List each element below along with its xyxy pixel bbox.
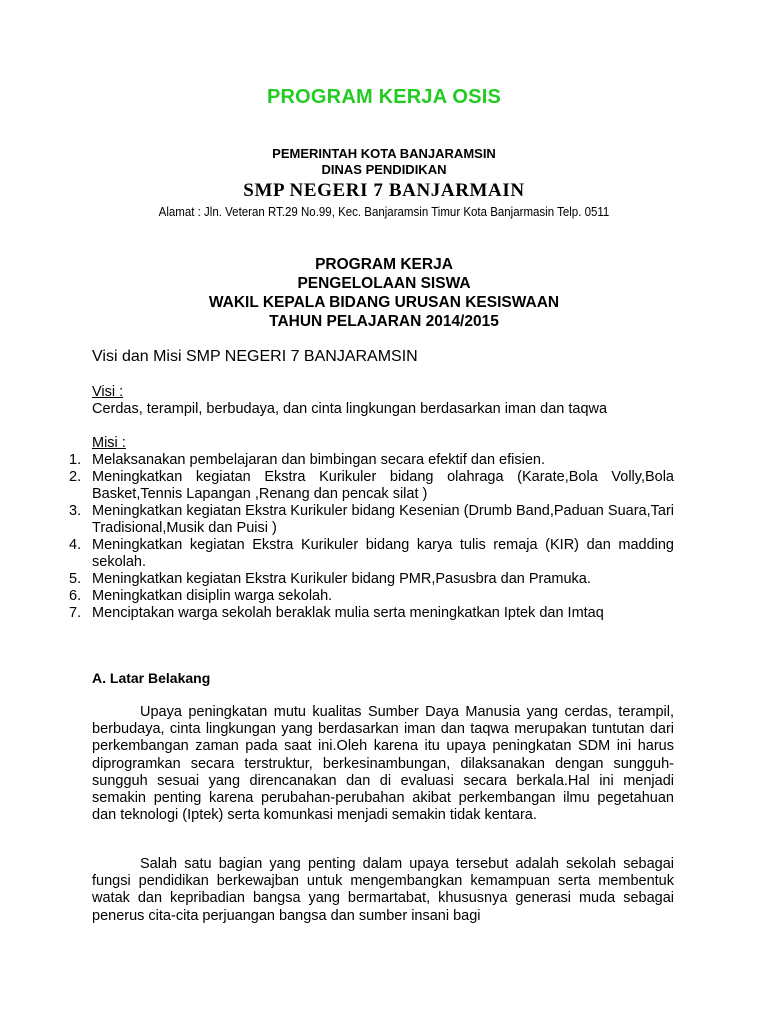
program-line: PROGRAM KERJA xyxy=(315,256,453,273)
visi-misi-heading: Visi dan Misi SMP NEGERI 7 BANJARAMSIN xyxy=(92,348,418,365)
document-title: PROGRAM KERJA OSIS xyxy=(266,86,501,108)
school-address: Alamat : Jln. Veteran RT.29 No.99, Kec. Banjaramsin Timur Kota Banjarmasin Telp. 0511 xyxy=(158,205,610,219)
visi-text: Cerdas, terampil, berbudaya, dan cinta lingkungan berdasarkan iman dan taqwa xyxy=(92,401,608,417)
school-name: SMP NEGERI 7 BANJARMAIN xyxy=(243,180,525,201)
list-item xyxy=(0,605,674,622)
list-number: 3. xyxy=(69,503,82,519)
visi-label: Visi : xyxy=(92,384,124,400)
list-item xyxy=(0,588,674,605)
list-number: 2. xyxy=(69,469,82,485)
latar-belakang-paragraph-1 xyxy=(92,704,674,824)
list-number: 5. xyxy=(69,571,82,587)
program-heading xyxy=(0,255,768,331)
list-item xyxy=(0,503,674,537)
list-text: Meningkatkan disiplin warga sekolah. xyxy=(92,588,333,604)
misi-list xyxy=(0,452,768,622)
list-number: 6. xyxy=(69,588,82,604)
list-number: 7. xyxy=(69,605,82,621)
list-item xyxy=(0,537,674,571)
misi-label xyxy=(92,435,674,452)
list-text: Meningkatkan kegiatan Ekstra Kurikuler bidang PMR,Pasusbra dan Pramuka. xyxy=(92,571,591,587)
paragraph-text: Upaya peningkatan mutu kualitas Sumber Daya Manusia yang cerdas, terampil, berbudaya, cinta lingkungan yang berdasarkan iman dan taqwa merupakan tuntutan dari perkembangan zaman pada saat ini.Oleh karena itu upaya peningkatan SDM ini harus diprogramkan secara terstruktur, berkesinambungan, dilaksanakan dengan sungguh-sungguh sesuai yang direncanakan dan di evaluasi secara berkala.Hal ini menjadi semakin penting karena perubahan-perubahan akibat perkembangan ilmu pegetahuan dan teknologi (Iptek) serta komunkasi menjadi semakin tidak kentara. xyxy=(92,704,674,824)
list-item xyxy=(0,469,674,503)
latar-belakang-paragraph-2 xyxy=(92,856,674,925)
list-text: Menciptakan warga sekolah beraklak mulia serta meningkatkan Iptek dan Imtaq xyxy=(92,605,604,621)
visi-section xyxy=(92,384,674,418)
list-text: Meningkatkan kegiatan Ekstra Kurikuler bidang Kesenian (Drumb Band,Paduan Suara,Tari Tradisional,Musik dan Puisi ) xyxy=(92,503,674,536)
section-a-heading: A. Latar Belakang xyxy=(92,670,211,686)
misi-label-text: Misi : xyxy=(92,435,126,451)
paragraph-text: Salah satu bagian yang penting dalam upaya tersebut adalah sekolah sebagai fungsi pendidikan berkewajban untuk mengembangkan kemampuan serta membentuk watak dan kepribadian bangsa yang bermartabat, khususnya generasi muda sebagai penerus cita-cita perjuangan bangsa dan sumber insani bagi xyxy=(92,856,674,924)
list-number: 1. xyxy=(69,452,82,468)
list-text: Melaksanakan pembelajaran dan bimbingan secara efektif dan efisien. xyxy=(92,452,546,468)
list-text: Meningkatkan kegiatan Ekstra Kurikuler bidang olahraga (Karate,Bola Volly,Bola Basket,Tennis Lapangan ,Renang dan pencak silat ) xyxy=(92,469,674,502)
list-number: 4. xyxy=(69,537,82,553)
list-item xyxy=(0,452,674,469)
program-line: WAKIL KEPALA BIDANG URUSAN KESISWAAN xyxy=(208,294,560,311)
letterhead-institution xyxy=(0,146,768,178)
list-item xyxy=(0,571,674,588)
list-text: Meningkatkan kegiatan Ekstra Kurikuler bidang karya tulis remaja (KIR) dan madding sekolah. xyxy=(92,537,674,570)
program-line: TAHUN PELAJARAN 2014/2015 xyxy=(269,313,499,330)
department-name: DINAS PENDIDIKAN xyxy=(321,162,447,177)
government-name: PEMERINTAH KOTA BANJARAMSIN xyxy=(272,146,496,161)
program-line: PENGELOLAAN SISWA xyxy=(297,275,471,292)
